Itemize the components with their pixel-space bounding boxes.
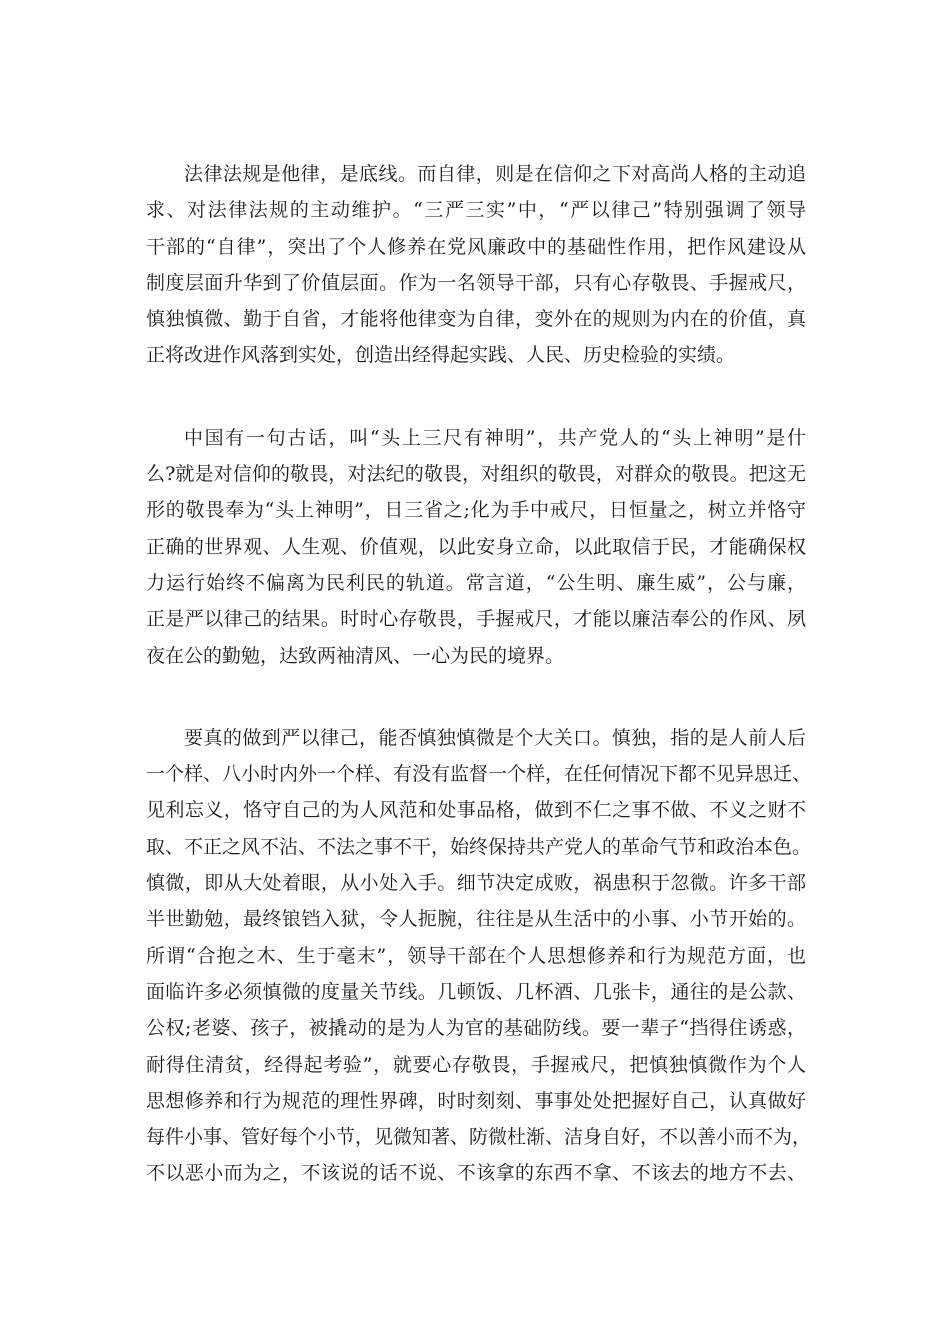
text-line: 法律法规是他律，是底线。而自律，则是在信仰之下对高尚人格的主动追	[184, 163, 806, 185]
text-line: 要真的做到严以律己，能否慎独慎微是个大关口。慎独，指的是人前人后	[184, 726, 806, 749]
text-line: 正将改进作风落到实处，创造出经得起实践、人民、历史检验的实绩。	[146, 344, 736, 367]
text-line: 不以恶小而为之，不该说的话不说、不该拿的东西不拿、不该去的地方不去、	[146, 1162, 806, 1185]
text-line: 求、对法律法规的主动维护。“三严三实”中，“严以律己”特别强调了领导	[146, 199, 806, 222]
text-line: 制度层面升华到了价值层面。作为一名领导干部，只有心存敬畏、手握戒尺，	[146, 271, 806, 294]
text-line: 取、不正之风不沾、不法之事不干，始终保持共产党人的革命气节和政治本色。	[146, 835, 812, 858]
text-line: 干部的“自律”，突出了个人修养在党风廉政中的基础性作用，把作风建设从	[146, 235, 806, 258]
text-line: 见利忘义，恪守自己的为人风范和处事品格，做到不仁之事不做、不义之财不	[146, 799, 806, 822]
text-line: 正是严以律己的结果。时时心存敬畏，手握戒尺，才能以廉洁奉公的作风、夙	[146, 608, 806, 631]
text-line: 么?就是对信仰的敬畏，对法纪的敬畏，对组织的敬畏，对群众的敬畏。把这无	[146, 463, 806, 486]
text-line: 慎微，即从大处着眼，从小处入手。细节决定成败，祸患积于忽微。许多干部	[146, 872, 806, 895]
text-line: 正确的世界观、人生观、价值观，以此安身立命，以此取信于民，才能确保权	[146, 535, 806, 558]
text-line: 力运行始终不偏离为民利民的轨道。常言道，“公生明、廉生威”，公与廉，	[146, 571, 806, 594]
text-line: 耐得住清贫，经得起考验”，就要心存敬畏，手握戒尺，把慎独慎微作为个人	[146, 1053, 806, 1076]
text-line: 慎独慎微、勤于自省，才能将他律变为自律，变外在的规则为内在的价值，真	[146, 308, 806, 331]
document-body	[146, 156, 812, 1192]
text-line: 每件小事、管好每个小节，见微知著、防微杜渐、洁身自好，不以善小而不为，	[146, 1126, 812, 1149]
paragraph-self-discipline	[146, 156, 806, 374]
text-line: 思想修养和行为规范的理性界碑，时时刻刻、事事处处把握好自己，认真做好	[146, 1089, 806, 1112]
text-line: 中国有一句古话，叫“头上三尺有神明”，共产党人的“头上神明”是什	[184, 426, 806, 449]
paragraph-reverence	[146, 420, 806, 674]
text-line: 公权;老婆、孩子，被撬动的是为人为官的基础防线。要一辈子“挡得住诱惑，	[146, 1017, 806, 1040]
text-line: 所谓“合抱之木、生于毫末”，领导干部在个人思想修养和行为规范方面，也	[146, 944, 806, 967]
text-line: 一个样、八小时内外一个样、有没有监督一个样，在任何情况下都不见异思迁、	[146, 763, 812, 786]
text-line: 半世勤勉，最终锒铛入狱，令人扼腕，往往是从生活中的小事、小节开始的。	[146, 908, 806, 931]
paragraph-prudence	[146, 720, 812, 1192]
text-line: 面临许多必须慎微的度量关节线。几顿饭、几杯酒、几张卡，通往的是公款、	[146, 980, 806, 1003]
text-line: 夜在公的勤勉，达致两袖清风、一心为民的境界。	[146, 644, 565, 667]
text-line: 形的敬畏奉为“头上神明”，日三省之;化为手中戒尺，日恒量之，树立并恪守	[146, 499, 806, 522]
